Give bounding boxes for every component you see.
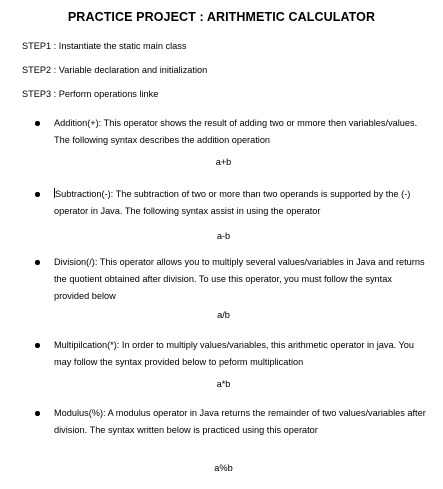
- document-title: PRACTICE PROJECT : ARITHMETIC CALCULATOR: [67, 10, 376, 24]
- bullet-icon: [35, 343, 40, 348]
- subtraction-syntax: a-b: [216, 231, 231, 241]
- subtraction-description[interactable]: [54, 186, 429, 220]
- bullet-icon: [35, 411, 40, 416]
- modulus-syntax: a%b: [214, 463, 233, 473]
- step-1: STEP1 : Instantiate the static main class: [22, 41, 187, 51]
- subtraction-text: Subtraction(-): The subtraction of two or more than two operands is supported by the (-) operator in Java. The following syntax assist in using the operator: [54, 189, 411, 216]
- division-syntax: a/b: [217, 310, 230, 320]
- addition-syntax: a+b: [215, 157, 232, 167]
- step-2: STEP2 : Variable declaration and initialization: [22, 65, 208, 75]
- multiplication-description: Multipilcation(*): In order to multiply values/variables, this arithmetic operator in java. You may follow the syntax provided below to peform multiplication: [54, 340, 415, 367]
- bullet-icon: [35, 260, 40, 265]
- bullet-icon: [35, 192, 40, 197]
- addition-description: Addition(+): This operator shows the result of adding two or mmore then variables/values. The following syntax describes the addition operation: [54, 118, 418, 145]
- division-description: Division(/): This operator allows you to multiply several values/variables in Java and returns the quotient obtained after division. To use this operator, you must follow the syntax provided below: [54, 257, 425, 301]
- modulus-description: Modulus(%): A modulus operator in Java returns the remainder of two values/variables after division. The syntax written below is practiced using this operator: [54, 408, 426, 435]
- step-3: STEP3 : Perform operations linke: [22, 89, 159, 99]
- multiplication-syntax: a*b: [216, 379, 231, 389]
- bullet-icon: [35, 121, 40, 126]
